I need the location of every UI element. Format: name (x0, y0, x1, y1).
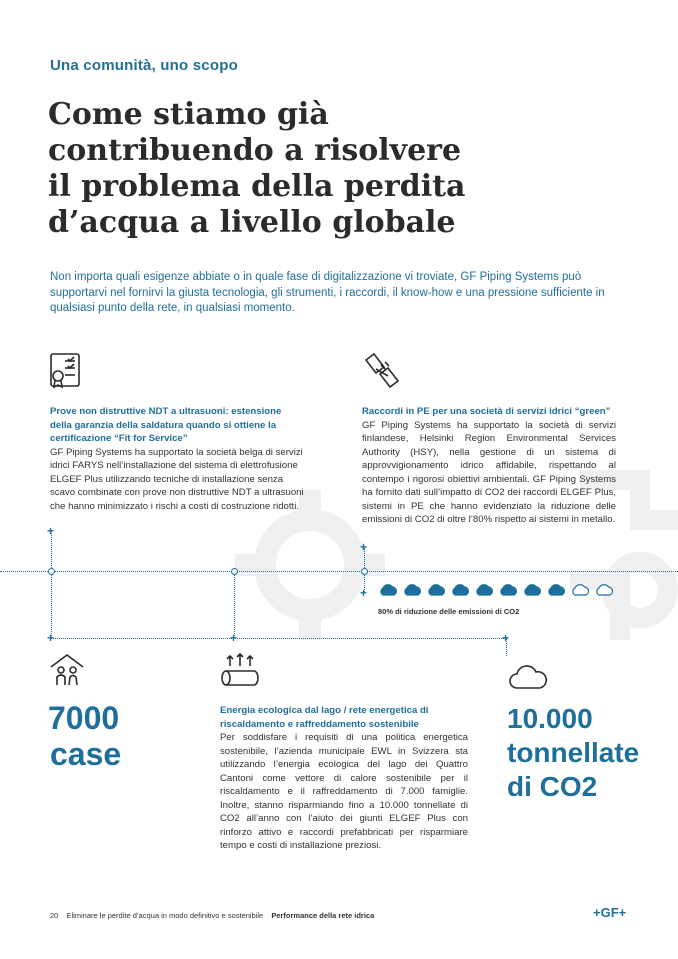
co2-unit-line2: di CO2 (507, 771, 598, 802)
lake-case-study (220, 704, 468, 853)
footer-section: Performance della rete idrica (271, 911, 375, 920)
headline-line: d’acqua a livello globale (48, 205, 456, 240)
cloud-filled-icon (378, 583, 398, 597)
footer (50, 911, 374, 920)
co2-number: 10.000 (507, 703, 593, 734)
gf-logo: +GF+ (593, 905, 627, 920)
timeline-node (361, 568, 368, 575)
intro-paragraph: Non importa quali esigenze abbiate o in quale fase di digitalizzazione vi troviate, GF Piping Systems può supportarvi nel fornirvi la giusta tecnologia, gli strumenti, i raccordi, il know-how e una pressione sufficiente in qualsiasi punto della rete, in qualsiasi momento. (50, 271, 605, 314)
house-family-icon (48, 652, 86, 688)
ndt-title: Prove non distruttive NDT a ultrasuoni: estensione della garanzia della saldatura quando si ottiene la certificazione “Fit for Service” (50, 406, 282, 444)
certificate-checklist-icon (48, 352, 84, 390)
headline-line: Come stiamo già (48, 97, 329, 132)
connector-left (51, 530, 52, 638)
cloud-filled-icon (474, 583, 494, 597)
ndt-case-study (50, 405, 305, 513)
cloud-filled-icon (450, 583, 470, 597)
eyebrow: Una comunità, uno scopo (50, 57, 238, 74)
plus-marker: + (502, 631, 510, 645)
cloud-filled-icon (546, 583, 566, 597)
headline-line: contribuendo a risolvere (48, 133, 462, 168)
pe-body: GF Piping Systems ha supportato la società di servizi finlandese, Helsinki Region Environmental Services Authority (HSY), nella gestione di un sistema di approvvigionamento idrico affidabile, rispettando al contempo i rigorosi obiettivi ambientali. GF Piping Systems ha fornito dati sull’impatto di CO2 dei raccordi ELGEF Plus, sistemi in PE che hanno evidenziato la riduzione delle emissioni di CO2 di oltre l’80% rispetto ai sistemi in metallo. (362, 419, 616, 525)
connector-mid (234, 571, 235, 638)
headline-line: il problema della perdita (48, 169, 466, 204)
plus-marker: + (230, 631, 238, 645)
co2-unit-line1: tonnellate (507, 737, 640, 768)
cloud-filled-icon (402, 583, 422, 597)
timeline-main (0, 571, 678, 572)
ndt-body: GF Piping Systems ha supportato la società belga di servizi idrici FARYS nell’installazione del sistema di elettrofusione ELGEF Plus utilizzando tecniche di installazione senza scavo combinate con prove non distruttive NDT a ultrasuoni che hanno minimizzato i rischi a costi di costruzione ridotti. (50, 446, 304, 512)
plus-marker: + (47, 524, 55, 538)
cloud-outline-icon (570, 583, 590, 597)
page-title (48, 97, 608, 241)
houses-unit: case (50, 736, 122, 772)
houses-number: 7000 (48, 700, 120, 736)
plus-marker: + (47, 631, 55, 645)
heat-pipe-icon (220, 652, 260, 688)
footer-doc-title: Eliminare le perdite d’acqua in modo definitivo e sostenibile (66, 911, 264, 920)
emissions-cloud-row (378, 583, 614, 597)
connector-bottom (51, 638, 506, 639)
plus-marker: + (360, 540, 368, 554)
lake-title: Energia ecologica dal lago / rete energetica di riscaldamento e raffreddamento sostenibile (220, 705, 429, 730)
cloud-icon (508, 664, 548, 692)
plus-marker: + (360, 586, 368, 600)
cloud-outline-icon (594, 583, 614, 597)
cloud-filled-icon (426, 583, 446, 597)
page-number: 20 (50, 911, 59, 920)
emissions-label: 80% di riduzione delle emissioni di CO2 (378, 607, 520, 616)
pe-case-study (362, 405, 616, 527)
cloud-filled-icon (522, 583, 542, 597)
timeline-node (48, 568, 55, 575)
timeline-node (231, 568, 238, 575)
pe-title: Raccordi in PE per una società di servizi idrici “green” (362, 406, 611, 417)
pipe-fitting-icon (362, 352, 402, 390)
lake-body: Per soddisfare i requisiti di una politica energetica sostenibile, l’azienda municipale EWL in Svizzera sta utilizzando l’energia ecologica del lago dei Quattro Cantoni come vettore di calore sostenibile per il riscaldamento e il raffreddamento di 7.000 famiglie. Inoltre, stanno risparmiando fino a 10.000 tonnellate di CO2 all’anno con l’aiuto dei giunti ELGEF Plus con rinforzo attivo e raccordi prefabbricati per risparmiare tempo e costi di installazione preziosi. (220, 732, 468, 851)
cloud-filled-icon (498, 583, 518, 597)
